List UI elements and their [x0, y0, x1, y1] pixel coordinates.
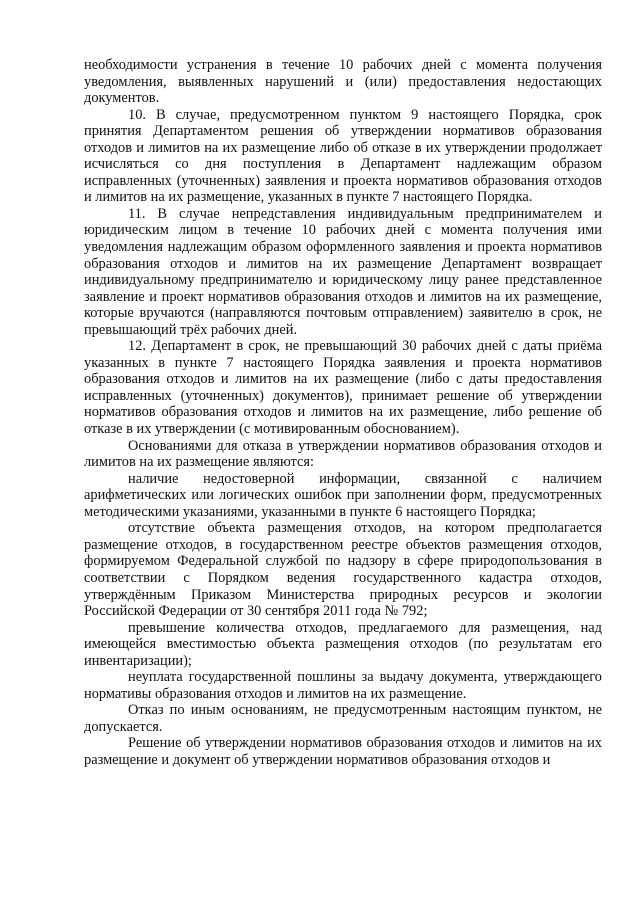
paragraph-refusal-grounds: Основаниями для отказа в утверждении нормативов образования отходов и лимитов на их размещение являются:: [84, 437, 602, 471]
paragraph-other-grounds: Отказ по иным основаниям, не предусмотренным настоящим пунктом, не допускается.: [84, 702, 602, 735]
paragraph-item-11: 11. В случае непредставления индивидуальным предпринимателем и юридическим лицом в течение 10 рабочих дней с момента получения ими уведомления надлежащим образом оформленного заявления и проекта нормативов образования отходов и лимитов на их размещение Департамент возвращает индивидуальному предпринимателю и юридическому лицу ранее представленное заявление и проект нормативов образования отходов и лимитов на их размещение, которые вручаются (направляются почтовым отправлением) заявителю в срок, не превышающий трёх рабочих дней.: [84, 205, 602, 338]
paragraph-continuation: необходимости устранения в течение 10 рабочих дней с момента получения уведомления, выявленных нарушений и (или) предоставления недостающих документов.: [84, 57, 602, 107]
paragraph-ground-2: отсутствие объекта размещения отходов, на котором предполагается размещение отходов, в государственном реестре объектов размещения отходов, формируемом Федеральной службой по надзору в сфере природопользования в соответствии с Порядком ведения государственного кадастра отходов, утверждённым Приказом Министерства природных ресурсов и экологии Российской Федерации от 30 сентября 2011 года № 792;: [84, 520, 602, 620]
paragraph-ground-3: превышение количества отходов, предлагаемого для размещения, над имеющейся вместимостью объекта размещения отходов (по результатам его инвентаризации);: [84, 619, 602, 669]
top-margin: [84, 0, 602, 57]
paragraph-item-10: 10. В случае, предусмотренном пунктом 9 настоящего Порядка, срок принятия Департаментом решения об утверждении нормативов образования отходов и лимитов на их размещение либо об отказе в их утверждении продолжает исчисляться со дня поступления в Департамент надлежащим образом исправленных (уточненных) заявления и проекта нормативов образования отходов и лимитов на их размещение, указанных в пункте 7 настоящего Порядка.: [84, 106, 602, 206]
paragraph-item-12: 12. Департамент в срок, не превышающий 30 рабочих дней с даты приёма указанных в пункте 7 настоящего Порядка заявления и проекта нормативов образования отходов и лимитов на их размещение (либо с даты предоставления исправленных (уточненных) документов), принимает решение об утверждении нормативов образования отходов и лимитов на их размещение, либо решение об отказе в их утверждении (с мотивированным обоснованием).: [84, 338, 602, 438]
document-page: [84, 0, 602, 769]
paragraph-ground-4: неуплата государственной пошлины за выдачу документа, утверждающего нормативы образования отходов и лимитов на их размещение.: [84, 669, 602, 702]
paragraph-ground-1: наличие недостоверной информации, связанной с наличием арифметических или логических ошибок при заполнении форм, предусмотренных методическими указаниями, указанными в пункте 6 настоящего Порядка;: [84, 470, 602, 520]
paragraph-decision: Решение об утверждении нормативов образования отходов и лимитов на их размещение и документ об утверждении нормативов образования отходов и: [84, 735, 602, 768]
